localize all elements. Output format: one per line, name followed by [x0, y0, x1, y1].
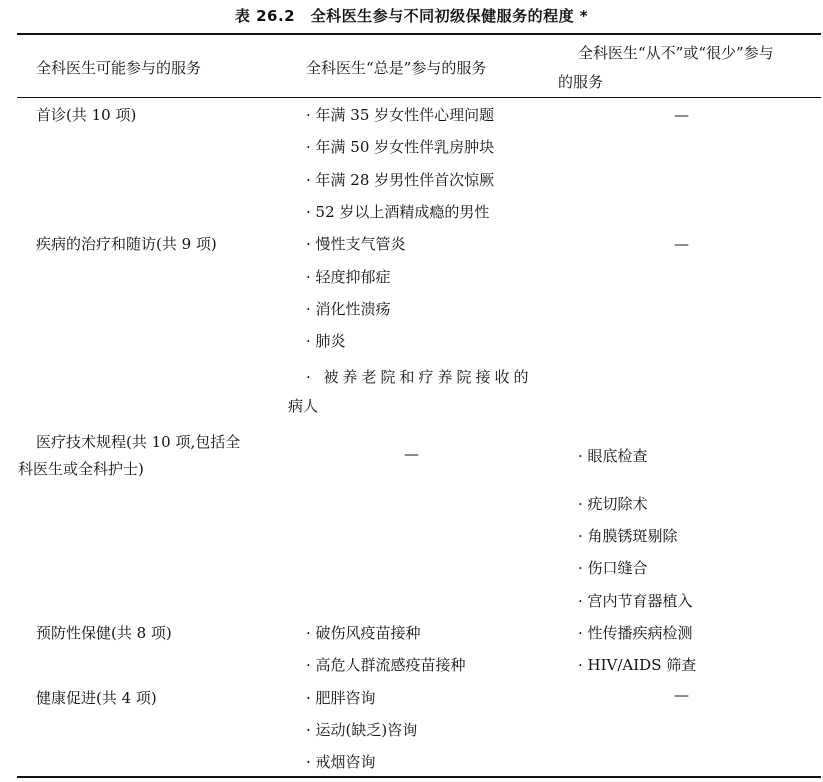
row-category: 预防性保健(共 8 项)	[36, 624, 172, 642]
none-dash: —	[674, 686, 689, 704]
bottom-rule	[17, 776, 821, 778]
list-item: · 运动(缺乏)咨询	[306, 721, 418, 739]
row-category-line1: 医疗技术规程(共 10 项,包括全	[36, 433, 241, 451]
list-item: · 慢性支气管炎	[306, 235, 406, 253]
row-category-line2: 科医生或全科护士)	[18, 460, 144, 478]
list-item: · 性传播疾病检测	[578, 624, 693, 642]
list-item: · 年满 50 岁女性伴乳房肿块	[306, 138, 495, 156]
list-item: · 年满 28 岁男性伴首次惊厥	[306, 171, 495, 189]
list-item: · 轻度抑郁症	[306, 268, 391, 286]
header-col2: 全科医生“总是”参与的服务	[306, 59, 487, 77]
list-item: · 肺炎	[306, 332, 346, 350]
list-item: · 伤口缝合	[578, 559, 648, 577]
row-category: 健康促进(共 4 项)	[36, 689, 157, 707]
header-col3-line1: 全科医生“从不”或“很少”参与	[578, 44, 774, 62]
list-item: · 角膜锈斑剔除	[578, 527, 678, 545]
row-category: 疾病的治疗和随访(共 9 项)	[36, 235, 217, 253]
list-item: · 消化性溃疡	[306, 300, 391, 318]
list-item: · HIV/AIDS 筛查	[578, 656, 697, 674]
list-item: · 戒烟咨询	[306, 753, 376, 771]
list-item: · 肥胖咨询	[306, 689, 376, 707]
list-item: · 高危人群流感疫苗接种	[306, 656, 466, 674]
header-col3-line2: 的服务	[558, 73, 604, 91]
row-category: 首诊(共 10 项)	[36, 106, 137, 124]
list-item: · 眼底检查	[578, 447, 648, 465]
none-dash: —	[674, 235, 689, 253]
list-item: · 疣切除术	[578, 495, 648, 513]
list-item: · 破伤风疫苗接种	[306, 624, 421, 642]
list-item-wrap: 病人	[288, 397, 319, 415]
list-item: · 年满 35 岁女性伴心理问题	[306, 106, 495, 124]
header-rule	[17, 97, 821, 98]
table-title: 表 26.2 全科医生参与不同初级保健服务的程度 *	[234, 7, 589, 25]
list-item: · 52 岁以上酒精成瘾的男性	[306, 203, 490, 221]
top-rule	[17, 33, 821, 35]
none-dash: —	[674, 106, 689, 124]
header-col1: 全科医生可能参与的服务	[36, 59, 202, 77]
list-item: · 宫内节育器植入	[578, 592, 693, 610]
list-item: · 被养老院和疗养院接收的	[306, 368, 533, 386]
none-dash: —	[404, 445, 419, 463]
